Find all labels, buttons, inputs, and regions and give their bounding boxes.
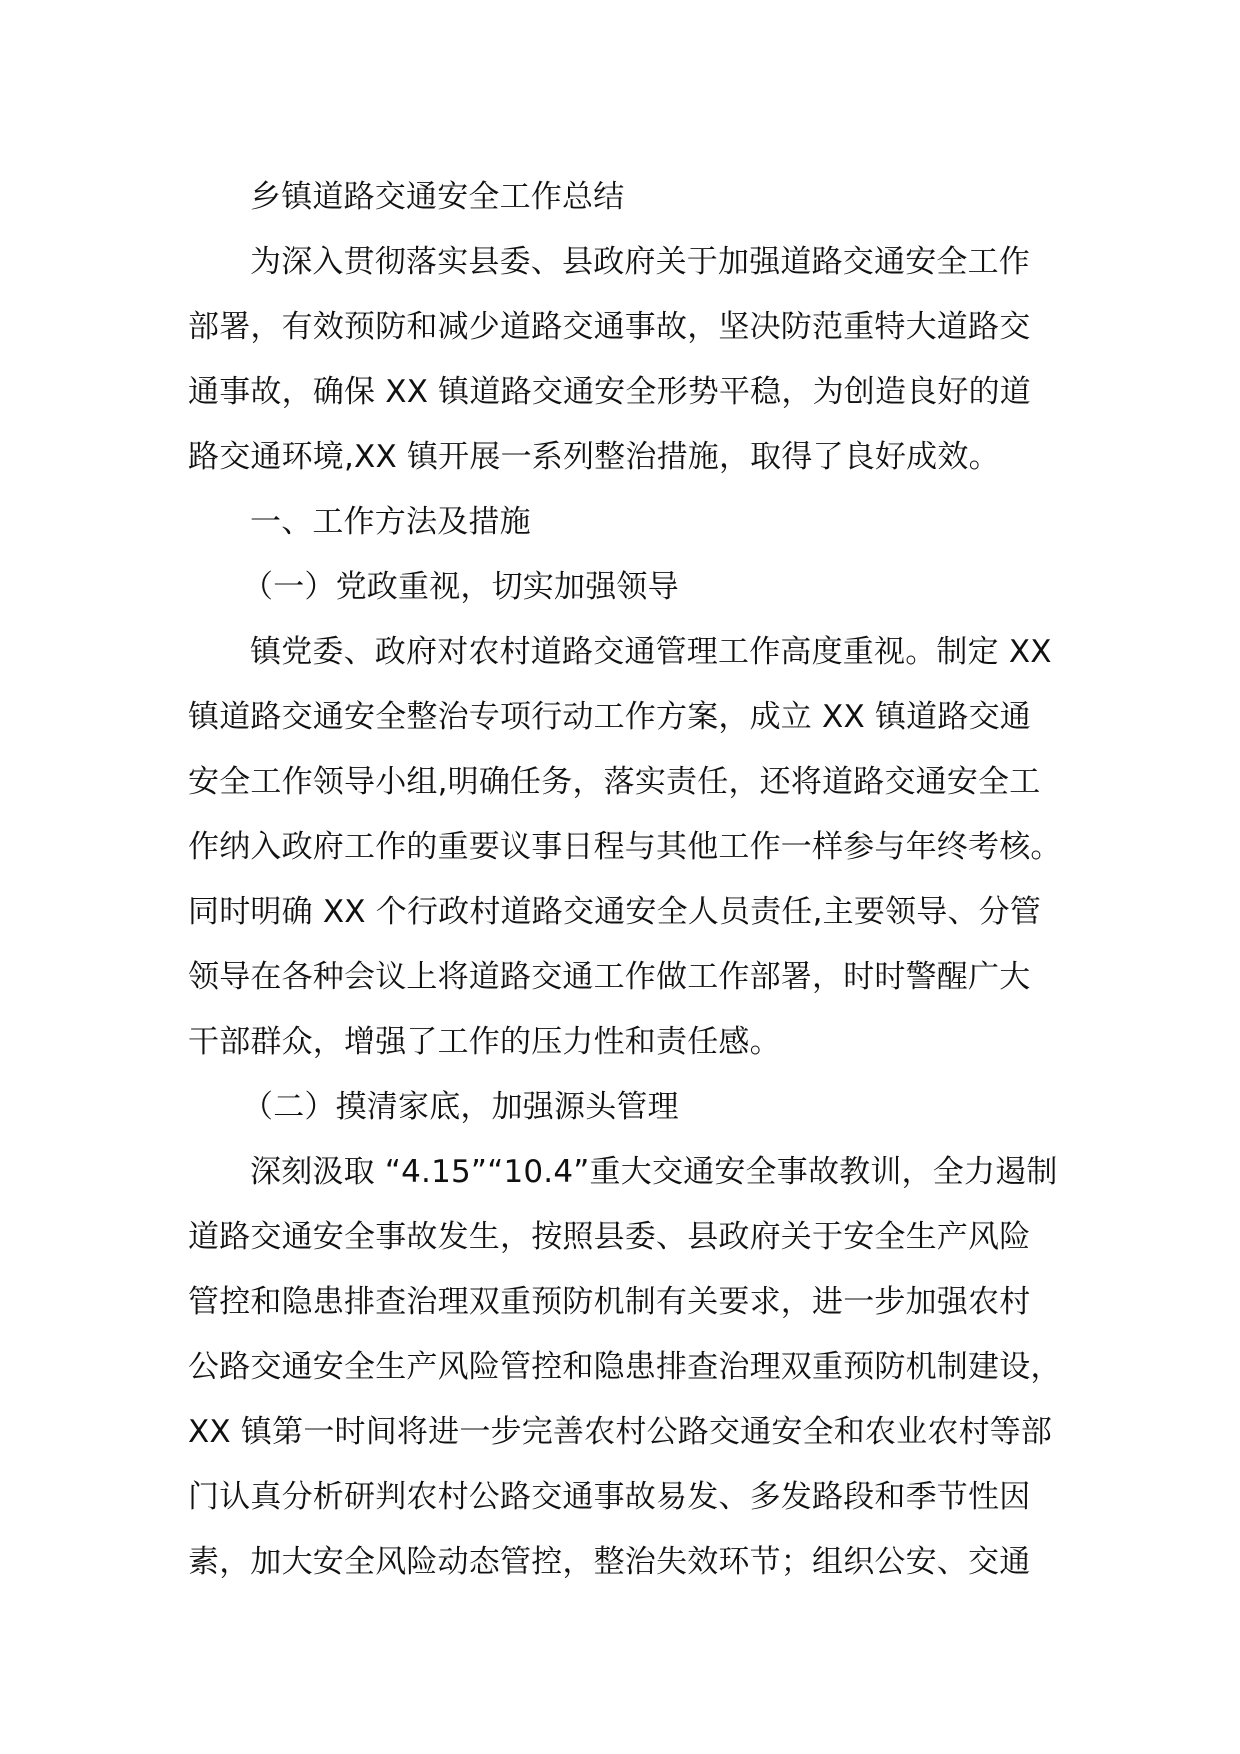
paragraph-line: 深刻汲取 “4.15”“10.4”重大交通安全事故教训，全力遏制 xyxy=(250,1154,1058,1190)
subsection-heading: （一）党政重视，切实加强领导 xyxy=(242,569,679,605)
paragraph-line: 干部群众，增强了工作的压力性和责任感。 xyxy=(188,1024,781,1060)
paragraph-line: 镇道路交通安全整治专项行动工作方案，成立 XX 镇道路交通 xyxy=(188,699,1031,735)
paragraph-line: 作纳入政府工作的重要议事日程与其他工作一样参与年终考核。 xyxy=(188,829,1062,865)
paragraph-line: 公路交通安全生产风险管控和隐患排查治理双重预防机制建设， xyxy=(188,1349,1062,1385)
paragraph-line: 素，加大安全风险动态管控，整治失效环节；组织公安、交通 xyxy=(188,1544,1031,1580)
paragraph-line: 镇党委、政府对农村道路交通管理工作高度重视。制定 XX xyxy=(250,634,1052,670)
section-heading: 一、工作方法及措施 xyxy=(250,504,531,540)
subsection-heading: （二）摸清家底，加强源头管理 xyxy=(242,1089,679,1125)
paragraph-line: 领导在各种会议上将道路交通工作做工作部署，时时警醒广大 xyxy=(188,959,1031,995)
paragraph-line: XX 镇第一时间将进一步完善农村公路交通安全和农业农村等部 xyxy=(188,1414,1053,1450)
paragraph-line: 安全工作领导小组,明确任务，落实责任，还将道路交通安全工 xyxy=(188,764,1041,800)
paragraph-line: 管控和隐患排查治理双重预防机制有关要求，进一步加强农村 xyxy=(188,1284,1031,1320)
paragraph-line: 通事故，确保 XX 镇道路交通安全形势平稳，为创造良好的道 xyxy=(188,374,1031,410)
paragraph-line: 道路交通安全事故发生，按照县委、县政府关于安全生产风险 xyxy=(188,1219,1031,1255)
paragraph-line: 门认真分析研判农村公路交通事故易发、多发路段和季节性因 xyxy=(188,1479,1031,1515)
document-body xyxy=(188,165,1062,1595)
paragraph-line: 同时明确 XX 个行政村道路交通安全人员责任,主要领导、分管 xyxy=(188,894,1042,930)
paragraph-line: 为深入贯彻落实县委、县政府关于加强道路交通安全工作 xyxy=(250,244,1030,280)
document-title: 乡镇道路交通安全工作总结 xyxy=(250,179,625,215)
paragraph-line: 路交通环境,XX 镇开展一系列整治措施，取得了良好成效。 xyxy=(188,439,1000,475)
paragraph-line: 部署，有效预防和减少道路交通事故，坚决防范重特大道路交 xyxy=(188,309,1031,345)
